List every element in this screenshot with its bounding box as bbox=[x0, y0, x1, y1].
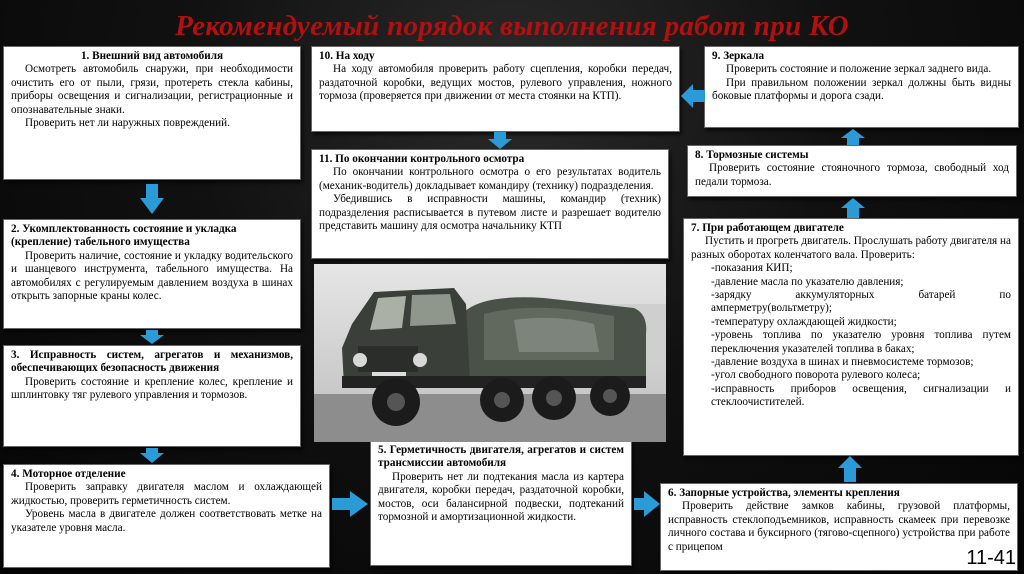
box-after-inspection-heading: 11. По окончании контрольного осмотра bbox=[319, 153, 525, 165]
box-after-inspection bbox=[311, 149, 669, 259]
box-on-the-move-heading: 10. На ходу bbox=[319, 50, 375, 62]
box-on-the-move bbox=[311, 46, 680, 132]
box-tightness bbox=[370, 440, 632, 566]
arrow-down-10-to-11 bbox=[488, 132, 512, 149]
box-mirrors bbox=[704, 46, 1019, 128]
box-exterior-heading: 1. Внешний вид автомобиля bbox=[80, 50, 224, 62]
box-mirrors-heading: 9. Зеркала bbox=[712, 50, 765, 62]
box-brakes-text-1: Проверить состояние стояночного тормоза, свободный ход педали тормоза. bbox=[695, 162, 1009, 188]
check-item: -уровень топлива по указателю уровня топлива путем переключения указателей топлива в баках; bbox=[711, 329, 1011, 355]
arrow-up-7-to-8 bbox=[841, 198, 865, 218]
truck-illustration bbox=[314, 264, 666, 442]
box-safety-systems-heading: 3. Исправность систем, агрегатов и механизмов, обеспечивающих безопасность движения bbox=[11, 349, 293, 375]
arrow-right-4-to-5 bbox=[332, 491, 368, 517]
box-engine-running bbox=[683, 218, 1019, 456]
arrow-down-3-to-4 bbox=[140, 448, 164, 463]
box-equipment-heading: 2. Укомплектованность состояние и укладка (крепление) табельного имущества bbox=[11, 223, 237, 249]
box-locking-devices-text-1: Проверить действие замков кабины, грузовой платформы, исправность стеклоподъемников, исправность скамеек при перевозке личного состава и буксирного (тягово-сцепного) устройства при работе с прицепом bbox=[668, 500, 1010, 553]
box-tightness-heading: 5. Герметичность двигателя, агрегатов и систем трансмиссии автомобиля bbox=[378, 444, 624, 470]
box-exterior-text-2: Проверить нет ли наружных повреждений. bbox=[25, 117, 230, 130]
check-item: -угол свободного поворота рулевого колеса; bbox=[711, 369, 921, 382]
box-locking-devices-heading: 6. Запорные устройства, элементы крепления bbox=[668, 487, 900, 499]
box-mirrors-text-2: При правильном положении зеркал должны быть видны боковые платформы и дорога сзади. bbox=[712, 76, 1011, 103]
box-tightness-text-1: Проверить нет ли подтекания масла из картера двигателя, коробки передач, раздаточной коробки, мостов, оси балансирной подвески, подтеканий тормозной и амортизационной жидкости. bbox=[378, 470, 624, 524]
box-equipment bbox=[3, 219, 301, 329]
check-item: -давление воздуха в шинах и пневмосистеме тормозов; bbox=[711, 356, 974, 369]
arrow-left-9-to-10 bbox=[681, 84, 705, 108]
check-item: -температуру охлаждающей жидкости; bbox=[711, 315, 897, 328]
arrow-down-2-to-3 bbox=[140, 330, 164, 344]
box-mirrors-text-1: Проверить состояние и положение зеркал заднего вида. bbox=[726, 63, 992, 76]
box-equipment-text-1: Проверить наличие, состояние и укладку водительского и шанцевого инструмента, табельного имущества. На автомобилях с регулируемым давлением воздуха в шинах открыть запорные краны колес. bbox=[11, 249, 293, 303]
box-engine-compartment-text-1: Проверить заправку двигателя маслом и охлаждающей жидкостью, проверить герметичность систем. bbox=[11, 481, 322, 507]
arrow-right-5-to-6 bbox=[634, 491, 660, 517]
arrow-up-6-to-7 bbox=[838, 456, 862, 482]
check-item: -исправность приборов освещения, сигнализации и стеклоочистителей. bbox=[711, 382, 1011, 409]
box-engine-compartment-heading: 4. Моторное отделение bbox=[11, 468, 126, 480]
box-locking-devices bbox=[660, 483, 1018, 571]
box-exterior-text-1: Осмотреть автомобиль снаружи, при необходимости очистить его от пыли, грязи, протереть стекла кабины, приборы освещения и сигнализации, регистрационные и опознавательные знаки. bbox=[11, 63, 293, 116]
box-engine-compartment bbox=[3, 464, 330, 568]
check-item: -зарядку аккумуляторных батарей по амперметру(вольтметру); bbox=[711, 289, 1011, 315]
box-safety-systems-text-1: Проверить состояние и крепление колес, крепление и шплинтовку тяг рулевого управления и тормозов. bbox=[11, 375, 293, 402]
check-item: -давление масла по указателю давления; bbox=[711, 275, 904, 288]
box-safety-systems bbox=[3, 345, 301, 447]
box-brakes bbox=[687, 145, 1017, 197]
box-exterior bbox=[3, 46, 301, 180]
check-item: -показания КИП; bbox=[711, 262, 793, 275]
box-engine-running-heading: 7. При работающем двигателе bbox=[691, 222, 844, 234]
box-brakes-heading: 8. Тормозные системы bbox=[695, 149, 809, 161]
box-engine-running-text-1: Пустить и прогреть двигатель. Прослушать работу двигателя на разных оборотах коленчатого вала. Проверить: bbox=[691, 235, 1011, 261]
box-engine-compartment-text-2: Уровень масла в двигателе должен соответствовать метке на указателе уровня масла. bbox=[11, 508, 322, 534]
truck-photo bbox=[314, 264, 666, 442]
page-number: 11-41 bbox=[966, 547, 1016, 569]
box-after-inspection-text-2: Убедившись в исправности машины, командир (техник) подразделения расписывается в путевом листе и разрешает водителю представить машину для осмотра начальнику КТП bbox=[319, 193, 661, 233]
arrow-up-8-to-9 bbox=[841, 129, 865, 145]
box-after-inspection-text-1: По окончании контрольного осмотра о его результатах водитель (механик-водитель) докладывает командиру (технику) подразделения. bbox=[319, 166, 661, 192]
slide-title: Рекомендуемый порядок выполнения работ при КО bbox=[175, 10, 849, 42]
arrow-down-1-to-2 bbox=[140, 184, 164, 214]
box-on-the-move-text-1: На ходу автомобиля проверить работу сцепления, коробки передач, раздаточной коробки, ведущих мостов, рулевого управления, ножного тормоза (проверяется при движении от места стоянки на КТП). bbox=[319, 63, 672, 103]
